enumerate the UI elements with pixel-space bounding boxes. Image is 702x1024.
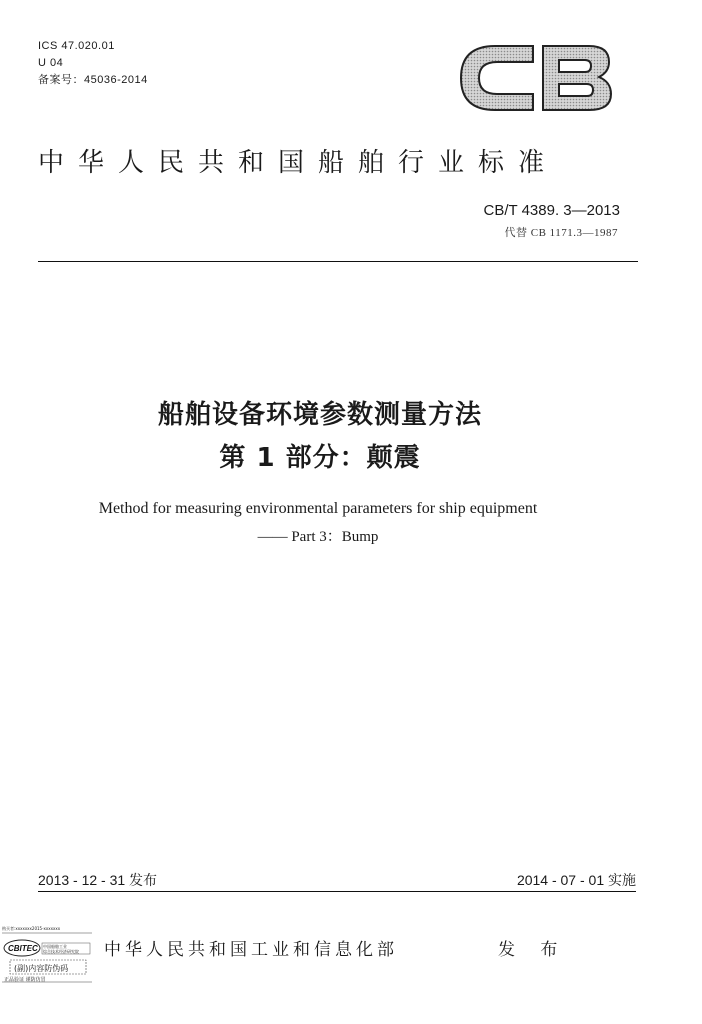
chinese-title-line-1: 船舶设备环境参数测量方法: [157, 400, 482, 430]
svg-text:CBITEC: CBITEC: [8, 944, 38, 953]
cb-logo: [455, 38, 615, 118]
stamp-bottom-text: 正品验证 谨防仿冒: [4, 977, 46, 983]
publish-label: 发 布: [498, 940, 568, 960]
english-title-line-2: —— Part 3：Bump: [257, 529, 379, 545]
standard-code: CB/T 4389. 3—2013: [483, 202, 620, 219]
publisher-name: 中华人民共和国工业和信息化部: [104, 940, 398, 960]
chinese-title-line-2: 第 1 部分：颠震: [219, 443, 421, 473]
stamp-box-text: (副)内容防伪码: [14, 964, 69, 973]
english-title-line-1: Method for measuring environmental parameters for ship equipment: [98, 500, 538, 517]
stamp-side-line-2: 综合技术经济研究院: [43, 949, 79, 954]
stamp-top-text: 购买者:xxxxxxx2015-xxxxxxx: [2, 926, 61, 931]
standard-type-title: 中华人民共和国船舶行业标准: [38, 148, 559, 178]
stamp-side-line-1: 中国船舶工业: [43, 944, 67, 949]
header-divider: [38, 261, 638, 262]
implementation-date: 2014 - 07 - 01 实施: [516, 872, 636, 888]
issue-date: 2013 - 12 - 31 发布: [38, 872, 158, 888]
stamp-side-text: [43, 944, 79, 954]
ics-code: ICS 47.020.01: [38, 40, 115, 52]
document-meta: [38, 38, 148, 89]
record-number: 备案号：45036-2014: [38, 74, 148, 86]
replaces-standard: 代替 CB 1171.3—1987: [504, 227, 618, 239]
footer-divider: [38, 891, 636, 892]
class-code: U 04: [38, 57, 64, 69]
